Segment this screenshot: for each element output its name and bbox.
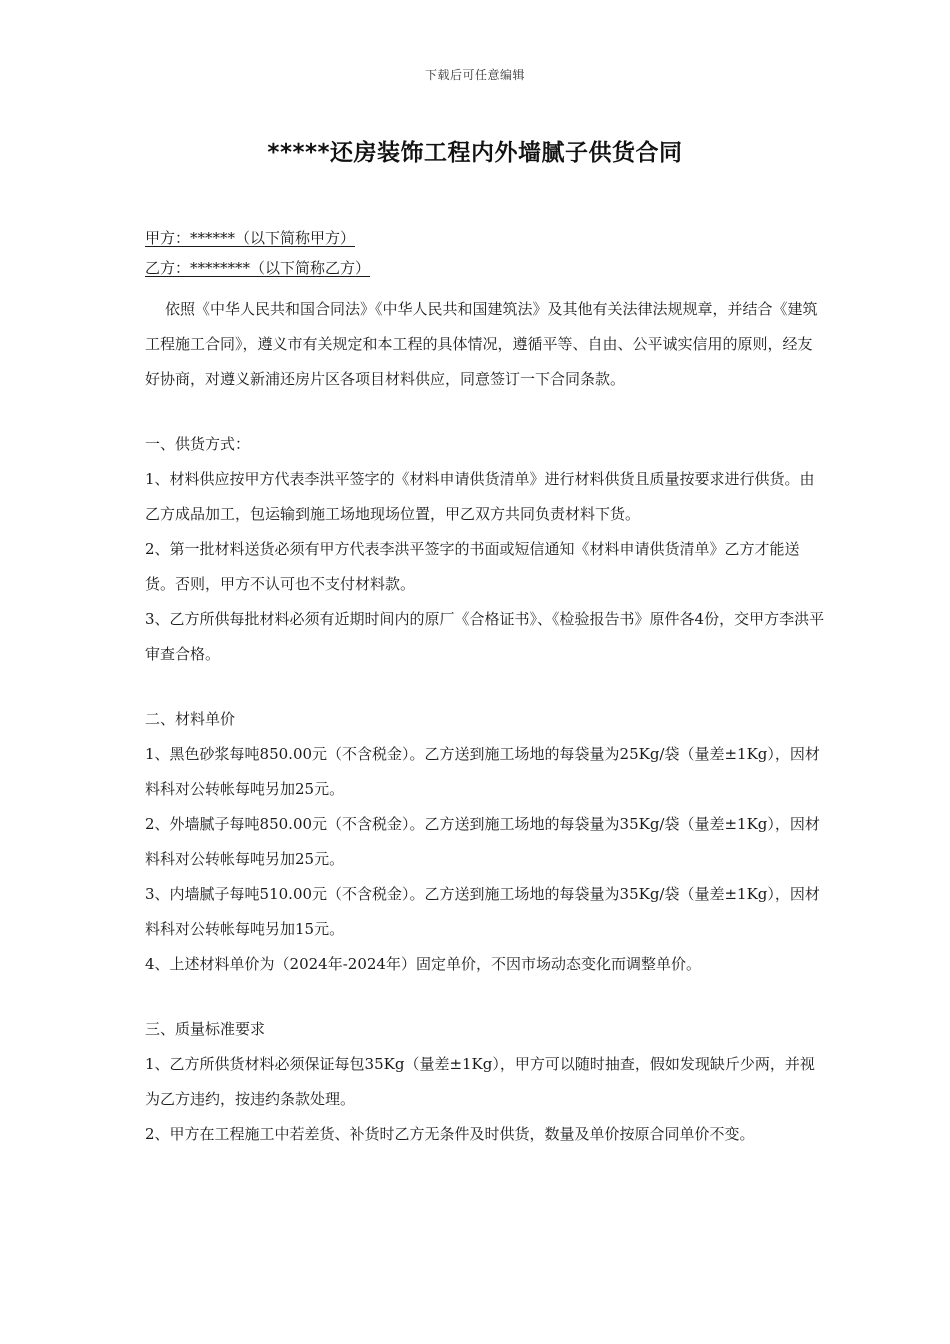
clause-1-1: 1、材料供应按甲方代表李洪平签字的《材料申请供货清单》进行材料供货且质量按要求进行供货。由乙方成品加工，包运输到施工场地现场位置，甲乙双方共同负责材料下货。 <box>145 470 815 523</box>
header-note: 下载后可任意编辑 <box>424 68 525 82</box>
section-spacer <box>145 397 825 427</box>
clause-2-1: 1、黑色砂浆每吨850.00元（不含税金）。乙方送到施工场地的每袋量为25Kg/袋（量差±1Kg），因材料科对公转帐每吨另加25元。 <box>145 745 820 798</box>
section-title-supply-method: 一、供货方式： <box>145 435 251 453</box>
party-b: 乙方：********（以下简称乙方） <box>145 259 371 277</box>
preamble-paragraph: 依照《中华人民共和国合同法》《中华人民共和国建筑法》及其他有关法律法规规章，并结合《建筑工程施工合同》，遵义市有关规定和本工程的具体情况，遵循平等、自由、公平诚实信用的原则，经友好协商，对遵义新浦还房片区各项目材料供应，同意签订一下合同条款。 <box>145 300 818 388</box>
party-a-line <box>145 226 825 256</box>
party-a: 甲方：******（以下简称甲方） <box>145 229 356 247</box>
clause-3-2: 2、甲方在工程施工中若差货、补货时乙方无条件及时供货，数量及单价按原合同单价不变。 <box>145 1125 755 1143</box>
section-spacer <box>145 982 825 1012</box>
clause-1-2: 2、第一批材料送货必须有甲方代表李洪平签字的书面或短信通知《材料申请供货清单》乙方才能送货。否则，甲方不认可也不支付材料款。 <box>145 540 800 593</box>
clause-1-3: 3、乙方所供每批材料必须有近期时间内的原厂《合格证书》、《检验报告书》原件各4份，交甲方李洪平审查合格。 <box>145 610 825 663</box>
section-title-unit-price: 二、材料单价 <box>145 710 236 728</box>
clause-2-2: 2、外墙腻子每吨850.00元（不含税金）。乙方送到施工场地的每袋量为35Kg/袋（量差±1Kg），因材料科对公转帐每吨另加25元。 <box>145 815 820 868</box>
clause-2-3: 3、内墙腻子每吨510.00元（不含税金）。乙方送到施工场地的每袋量为35Kg/袋（量差±1Kg），因材料科对公转帐每吨另加15元。 <box>145 885 820 938</box>
document-body <box>145 226 825 1152</box>
party-b-line <box>145 256 825 286</box>
section-spacer <box>145 672 825 702</box>
section-title-quality-standard: 三、质量标准要求 <box>145 1020 266 1038</box>
document-title: *****还房装饰工程内外墙腻子供货合同 <box>267 140 683 166</box>
clause-2-4: 4、上述材料单价为（2024年-2024年）固定单价，不因市场动态变化而调整单价。 <box>145 955 701 973</box>
clause-3-1: 1、乙方所供货材料必须保证每包35Kg（量差±1Kg），甲方可以随时抽查，假如发现缺斤少两，并视为乙方违约，按违约条款处理。 <box>145 1055 815 1108</box>
